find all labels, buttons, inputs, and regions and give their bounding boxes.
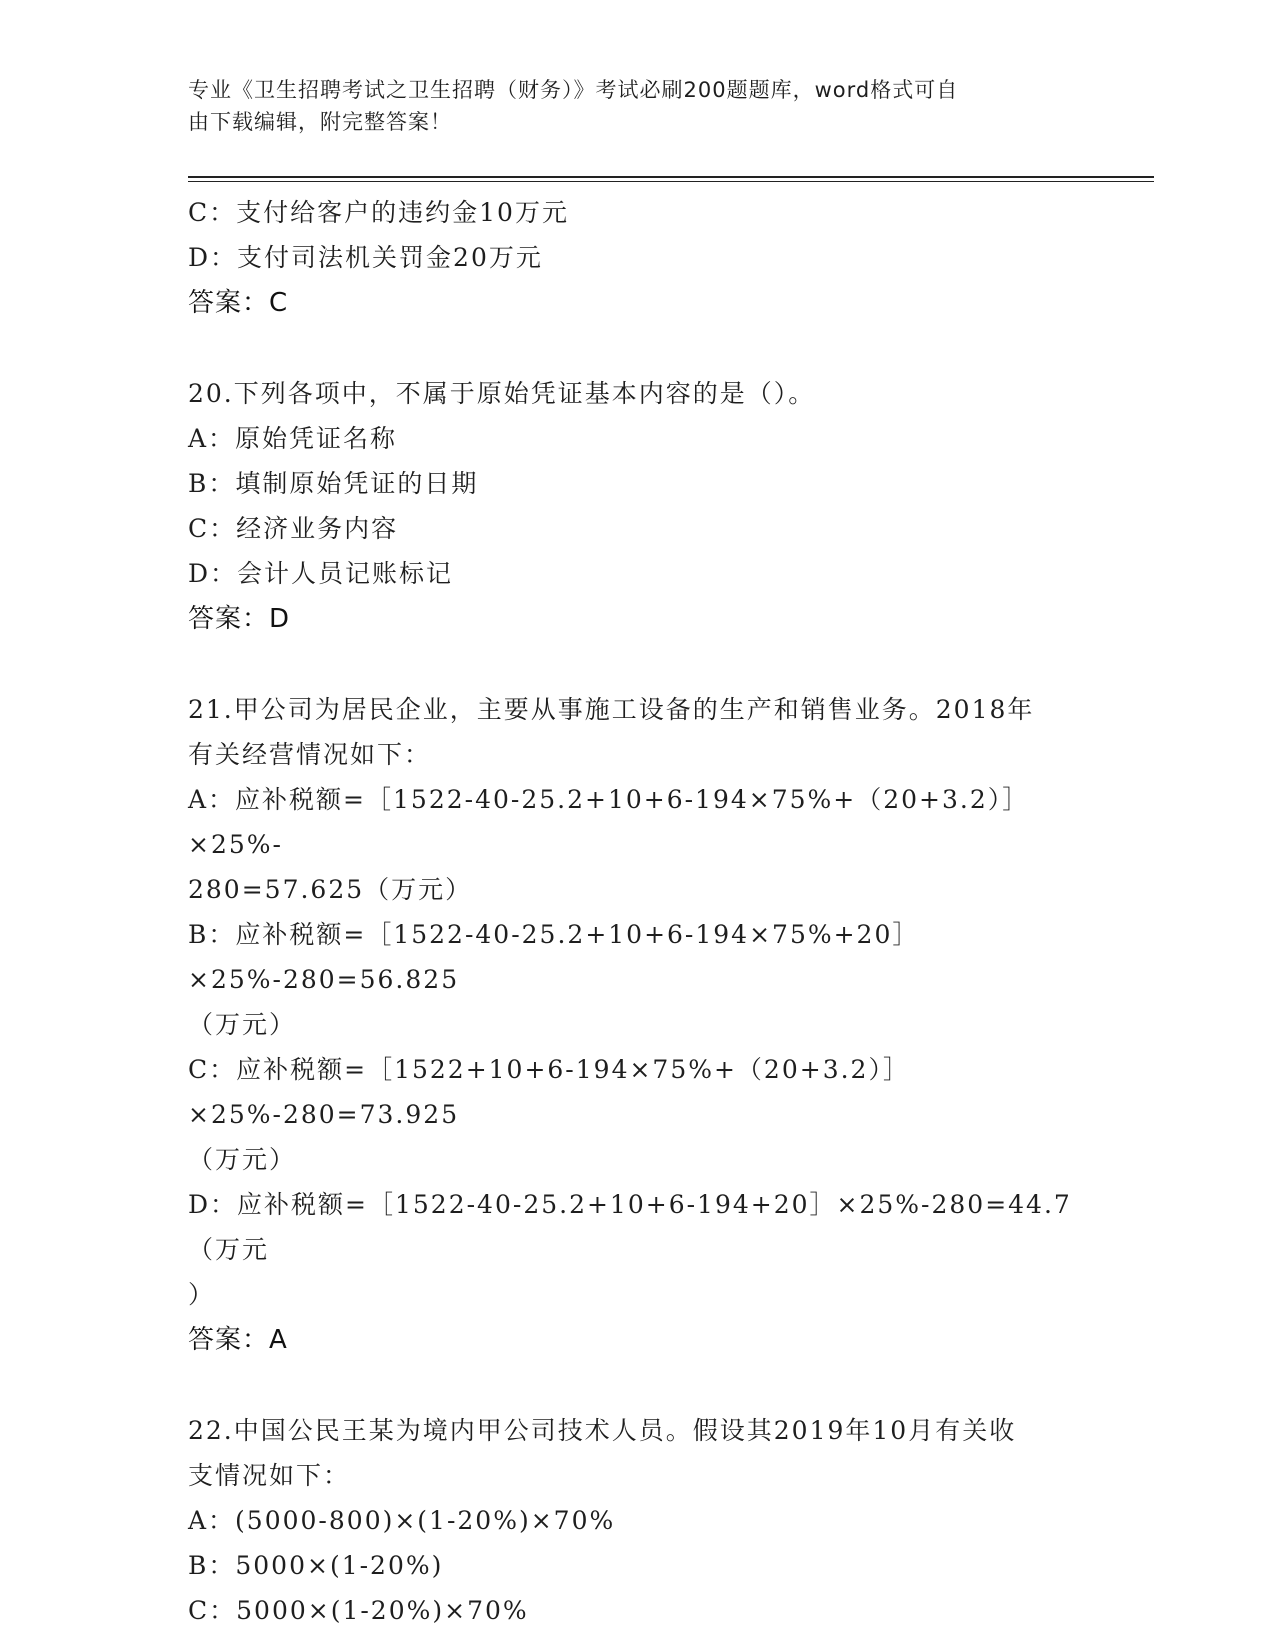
option-c: C：经济业务内容 bbox=[188, 514, 399, 543]
header-divider-thick bbox=[188, 176, 1154, 178]
header-title-line-1: 专业《卫生招聘考试之卫生招聘（财务）》考试必刷200题题库，word格式可自 bbox=[188, 78, 959, 102]
option-d: D：会计人员记账标记 bbox=[188, 559, 454, 588]
question-stem-line-2: 支情况如下： bbox=[188, 1461, 351, 1490]
option-a: A：(5000-800)×(1-20%)×70% bbox=[188, 1506, 616, 1535]
spacer bbox=[188, 1363, 1088, 1408]
option-a-line-2: 280=57.625（万元） bbox=[188, 875, 473, 904]
header-divider-thin bbox=[188, 181, 1154, 182]
question-stem-line-2: 有关经营情况如下： bbox=[188, 740, 432, 769]
option-c: C：支付给客户的违约金10万元 bbox=[188, 198, 569, 227]
answer-label: 答案：D bbox=[188, 604, 291, 634]
question-19-tail bbox=[188, 190, 1088, 326]
question-20 bbox=[188, 371, 1088, 642]
question-stem-line-1: 21.甲公司为居民企业，主要从事施工设备的生产和销售业务。2018年 bbox=[188, 695, 1035, 724]
option-b-line-1: B：应补税额=［1522-40-25.2+10+6-194×75%+20］×25%-280=56.825 bbox=[188, 920, 920, 994]
option-c: C：5000×(1-20%)×70% bbox=[188, 1596, 529, 1625]
option-b-line-2: （万元） bbox=[188, 1010, 297, 1039]
spacer bbox=[188, 326, 1088, 371]
option-d-line-2: ） bbox=[188, 1280, 216, 1309]
answer-label: 答案：A bbox=[188, 1325, 288, 1355]
option-c-line-2: （万元） bbox=[188, 1145, 297, 1174]
option-b: B：填制原始凭证的日期 bbox=[188, 469, 479, 498]
option-d: D：支付司法机关罚金20万元 bbox=[188, 243, 543, 272]
option-a: A：原始凭证名称 bbox=[188, 424, 398, 453]
question-list bbox=[188, 190, 1088, 1633]
question-stem: 20.下列各项中，不属于原始凭证基本内容的是（）。 bbox=[188, 379, 816, 408]
question-22 bbox=[188, 1408, 1088, 1633]
spacer bbox=[188, 642, 1088, 687]
option-a-line-1: A：应补税额=［1522-40-25.2+10+6-194×75%+（20+3.2）］×25%- bbox=[188, 785, 1030, 859]
option-d-line-1: D：应补税额=［1522-40-25.2+10+6-194+20］×25%-280=44.7（万元 bbox=[188, 1190, 1072, 1264]
option-c-line-1: C：应补税额=［1522+10+6-194×75%+（20+3.2）］×25%-280=73.925 bbox=[188, 1055, 910, 1129]
question-stem-line-1: 22.中国公民王某为境内甲公司技术人员。假设其2019年10月有关收 bbox=[188, 1416, 1017, 1445]
question-21 bbox=[188, 687, 1088, 1363]
document-header bbox=[188, 74, 1068, 138]
answer-label: 答案：C bbox=[188, 288, 289, 318]
option-b: B：5000×(1-20%) bbox=[188, 1551, 444, 1580]
header-title-line-2: 由下载编辑，附完整答案！ bbox=[188, 110, 452, 134]
